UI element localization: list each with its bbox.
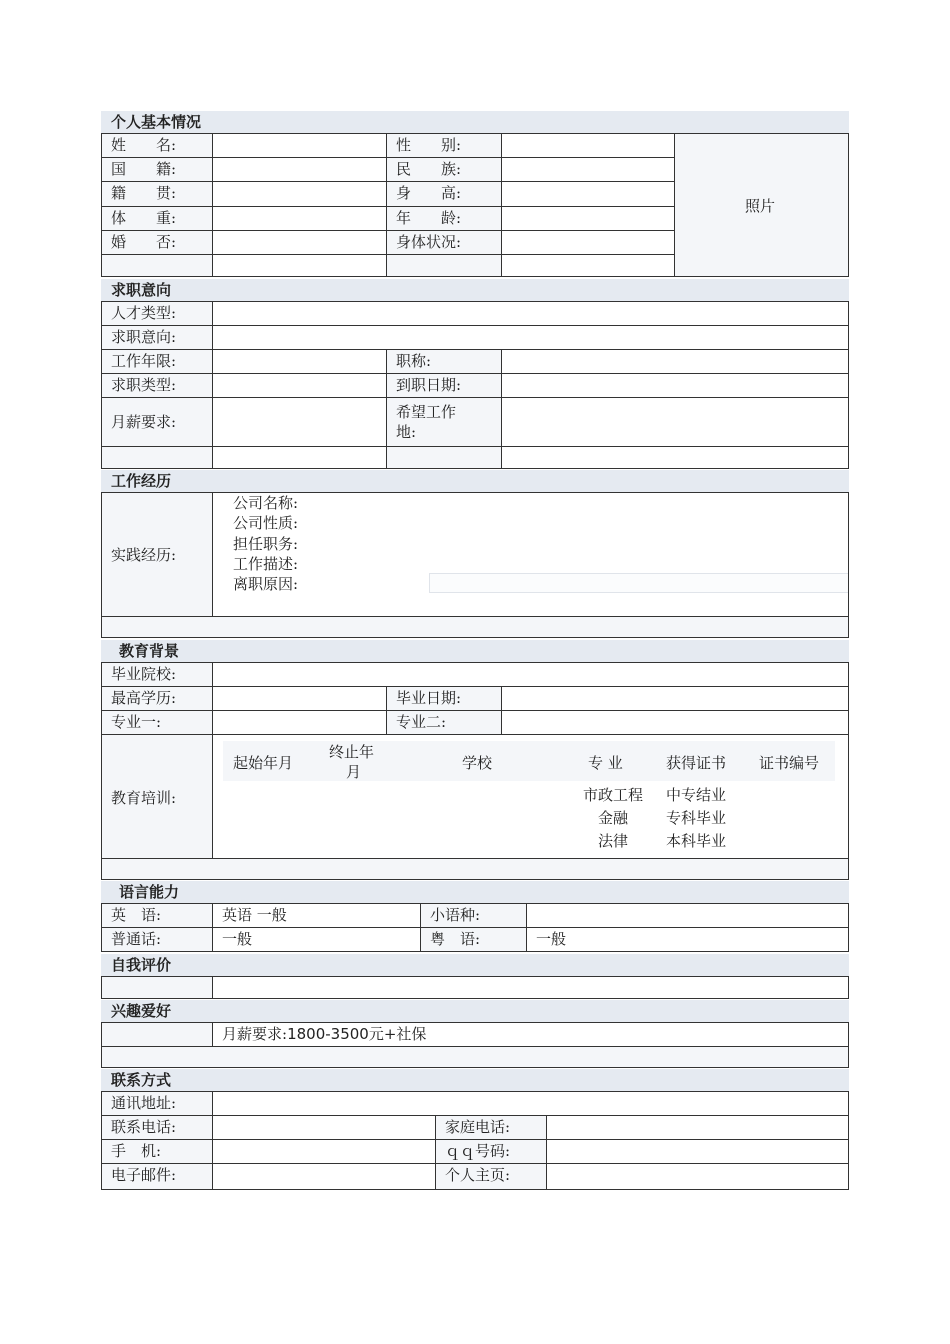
blank-cell	[386, 254, 502, 277]
work-row	[101, 492, 849, 617]
intention-row-2	[101, 325, 849, 350]
practice-label-cell	[101, 492, 213, 617]
phone-label: 联系电话:	[101, 1115, 213, 1140]
job-type-field[interactable]	[212, 373, 387, 398]
location-label-cell	[386, 397, 502, 447]
training-header-school: 学校	[462, 754, 493, 772]
hobby-salary-value: 1800-3500	[287, 1025, 369, 1043]
lang-row-1	[101, 903, 849, 928]
training-header-band	[223, 741, 835, 781]
weight-field[interactable]	[212, 206, 387, 231]
practice-label: 实践经历:	[111, 546, 177, 564]
position-label: 担任职务:	[233, 535, 299, 553]
english-label: 英 语:	[101, 903, 213, 928]
lang-row-2	[101, 927, 849, 952]
start-date-field[interactable]	[501, 373, 849, 398]
training-header-start: 起始年月	[233, 754, 294, 772]
mandarin-value[interactable]: 一般	[212, 927, 421, 952]
qq-field[interactable]	[546, 1139, 849, 1164]
health-field[interactable]	[501, 230, 675, 255]
hobby-field[interactable]	[212, 1022, 849, 1047]
contact-row-2	[101, 1115, 849, 1140]
edu-training-row	[101, 734, 849, 859]
grad-date-field[interactable]	[501, 686, 849, 711]
mobile-label: 手 机:	[101, 1139, 213, 1164]
mobile-field[interactable]	[212, 1139, 436, 1164]
mandarin-label: 普通话:	[101, 927, 213, 952]
self-eval-row	[101, 976, 849, 999]
qq-label: ｑｑ号码:	[435, 1139, 547, 1164]
ethnicity-label: 民 族:	[386, 157, 502, 182]
contact-row-3	[101, 1139, 849, 1164]
marital-label: 婚 否:	[101, 230, 213, 255]
title-label: 职称:	[386, 349, 502, 374]
self-eval-field[interactable]	[212, 976, 849, 999]
height-label: 身 高:	[386, 181, 502, 207]
job-type-label: 求职类型:	[101, 373, 213, 398]
major1-label: 专业一:	[101, 710, 213, 735]
title-field[interactable]	[501, 349, 849, 374]
blank-cell	[101, 1046, 849, 1068]
basic-row-6	[101, 254, 849, 277]
minor-language-field[interactable]	[526, 903, 849, 928]
salary-field[interactable]	[212, 397, 387, 447]
description-label: 工作描述:	[233, 555, 299, 573]
age-label: 年 龄:	[386, 206, 502, 231]
training-header-end-line1: 终止年	[329, 743, 375, 761]
work-blank-row	[101, 616, 849, 638]
phone-field[interactable]	[212, 1115, 436, 1140]
email-label: 电子邮件:	[101, 1163, 213, 1190]
edu-blank-row	[101, 858, 849, 880]
blank-field[interactable]	[501, 446, 849, 469]
leave-reason-label: 离职原因:	[233, 575, 299, 593]
height-field[interactable]	[501, 181, 675, 207]
section-language: 语言能力	[101, 881, 849, 903]
nationality-label: 国 籍:	[101, 157, 213, 182]
hobby-salary-suffix: 元+社保	[368, 1025, 427, 1043]
training-major-2: 金融	[597, 809, 628, 827]
salary-label-cell	[101, 397, 213, 447]
section-education: 教育背景	[101, 640, 849, 662]
health-label: 身体状况:	[386, 230, 502, 255]
major2-label: 专业二:	[386, 710, 502, 735]
home-phone-label: 家庭电话:	[435, 1115, 547, 1140]
section-contact: 联系方式	[101, 1069, 849, 1091]
location-label-line1: 希望工作	[396, 403, 457, 421]
talent-type-label: 人才类型:	[101, 301, 213, 326]
native-place-label: 籍 贯:	[101, 181, 213, 207]
cantonese-value[interactable]: 一般	[526, 927, 849, 952]
edu-row-2	[101, 686, 849, 711]
work-years-field[interactable]	[212, 349, 387, 374]
gender-label: 性 别:	[386, 133, 502, 158]
intention-row-3	[101, 349, 849, 374]
leave-reason-field[interactable]	[429, 573, 849, 593]
training-table	[212, 734, 849, 859]
basic-row-4	[101, 206, 849, 231]
training-header-cert: 获得证书	[666, 754, 727, 772]
start-date-label: 到职日期:	[386, 373, 502, 398]
talent-type-field[interactable]	[212, 301, 849, 326]
location-field[interactable]	[501, 397, 849, 447]
basic-row-3	[101, 181, 849, 207]
hobby-blank-row	[101, 1046, 849, 1068]
training-header-end-line2: 月	[346, 763, 362, 781]
training-cert-3: 本科毕业	[666, 832, 727, 850]
cantonese-label: 粤 语:	[420, 927, 527, 952]
grad-date-label: 毕业日期:	[386, 686, 502, 711]
training-major-1: 市政工程	[582, 786, 643, 804]
nationality-field[interactable]	[212, 157, 387, 182]
blank-field[interactable]	[501, 254, 675, 277]
blank-cell	[101, 616, 849, 638]
intention-row-1	[101, 301, 849, 326]
english-value[interactable]: 英语 一般	[212, 903, 421, 928]
hobby-row	[101, 1022, 849, 1047]
hobby-salary-prefix: 月薪要求:	[222, 1025, 288, 1043]
photo-label: 照片	[745, 197, 776, 215]
edu-row-3	[101, 710, 849, 735]
section-hobbies: 兴趣爱好	[101, 1000, 849, 1022]
contact-row-1	[101, 1091, 849, 1116]
email-field[interactable]	[212, 1163, 436, 1190]
blank-cell	[101, 1022, 213, 1047]
training-cert-2: 专科毕业	[666, 809, 727, 827]
address-field[interactable]	[212, 1091, 849, 1116]
training-cert-1: 中专结业	[666, 786, 727, 804]
job-intention-field[interactable]	[212, 325, 849, 350]
basic-row-2	[101, 157, 849, 182]
blank-cell	[101, 976, 213, 999]
age-field[interactable]	[501, 206, 675, 231]
degree-label: 最高学历:	[101, 686, 213, 711]
section-work-experience: 工作经历	[101, 470, 849, 492]
blank-cell	[386, 446, 502, 469]
blank-field[interactable]	[212, 446, 387, 469]
native-place-field[interactable]	[212, 181, 387, 207]
section-self-evaluation: 自我评价	[101, 954, 849, 976]
address-label: 通讯地址:	[101, 1091, 213, 1116]
intention-row-5	[101, 397, 849, 447]
work-years-label: 工作年限:	[101, 349, 213, 374]
home-phone-field[interactable]	[546, 1115, 849, 1140]
salary-label: 月薪要求:	[111, 413, 177, 431]
training-header-major: 专 业	[588, 754, 623, 772]
degree-field[interactable]	[212, 686, 387, 711]
name-label: 姓 名:	[101, 133, 213, 158]
major2-field[interactable]	[501, 710, 849, 735]
section-job-intention: 求职意向	[101, 279, 849, 301]
basic-row-1	[101, 133, 849, 158]
name-field[interactable]	[212, 133, 387, 158]
minor-language-label: 小语种:	[420, 903, 527, 928]
blank-cell	[101, 446, 213, 469]
school-label: 毕业院校:	[101, 662, 213, 687]
practice-detail-cell	[212, 492, 849, 617]
ethnicity-field[interactable]	[501, 157, 675, 182]
company-name-label: 公司名称:	[233, 494, 299, 512]
major1-field[interactable]	[212, 710, 387, 735]
school-field[interactable]	[212, 662, 849, 687]
blank-cell	[101, 858, 849, 880]
contact-row-4	[101, 1163, 849, 1190]
homepage-label: 个人主页:	[435, 1163, 547, 1190]
gender-field[interactable]	[501, 133, 675, 158]
training-major-3: 法律	[597, 832, 628, 850]
section-basic-info: 个人基本情况	[101, 111, 849, 133]
training-header-cert-no: 证书编号	[759, 754, 820, 772]
location-label-line2: 地:	[396, 423, 417, 441]
weight-label: 体 重:	[101, 206, 213, 231]
company-type-label: 公司性质:	[233, 514, 299, 532]
training-label-cell	[101, 734, 213, 859]
blank-field[interactable]	[212, 254, 387, 277]
job-intention-label: 求职意向:	[101, 325, 213, 350]
basic-row-5	[101, 230, 849, 255]
edu-row-1	[101, 662, 849, 687]
intention-row-4	[101, 373, 849, 398]
intention-row-6	[101, 446, 849, 469]
blank-cell	[101, 254, 213, 277]
marital-field[interactable]	[212, 230, 387, 255]
homepage-field[interactable]	[546, 1163, 849, 1190]
training-label: 教育培训:	[111, 789, 177, 807]
